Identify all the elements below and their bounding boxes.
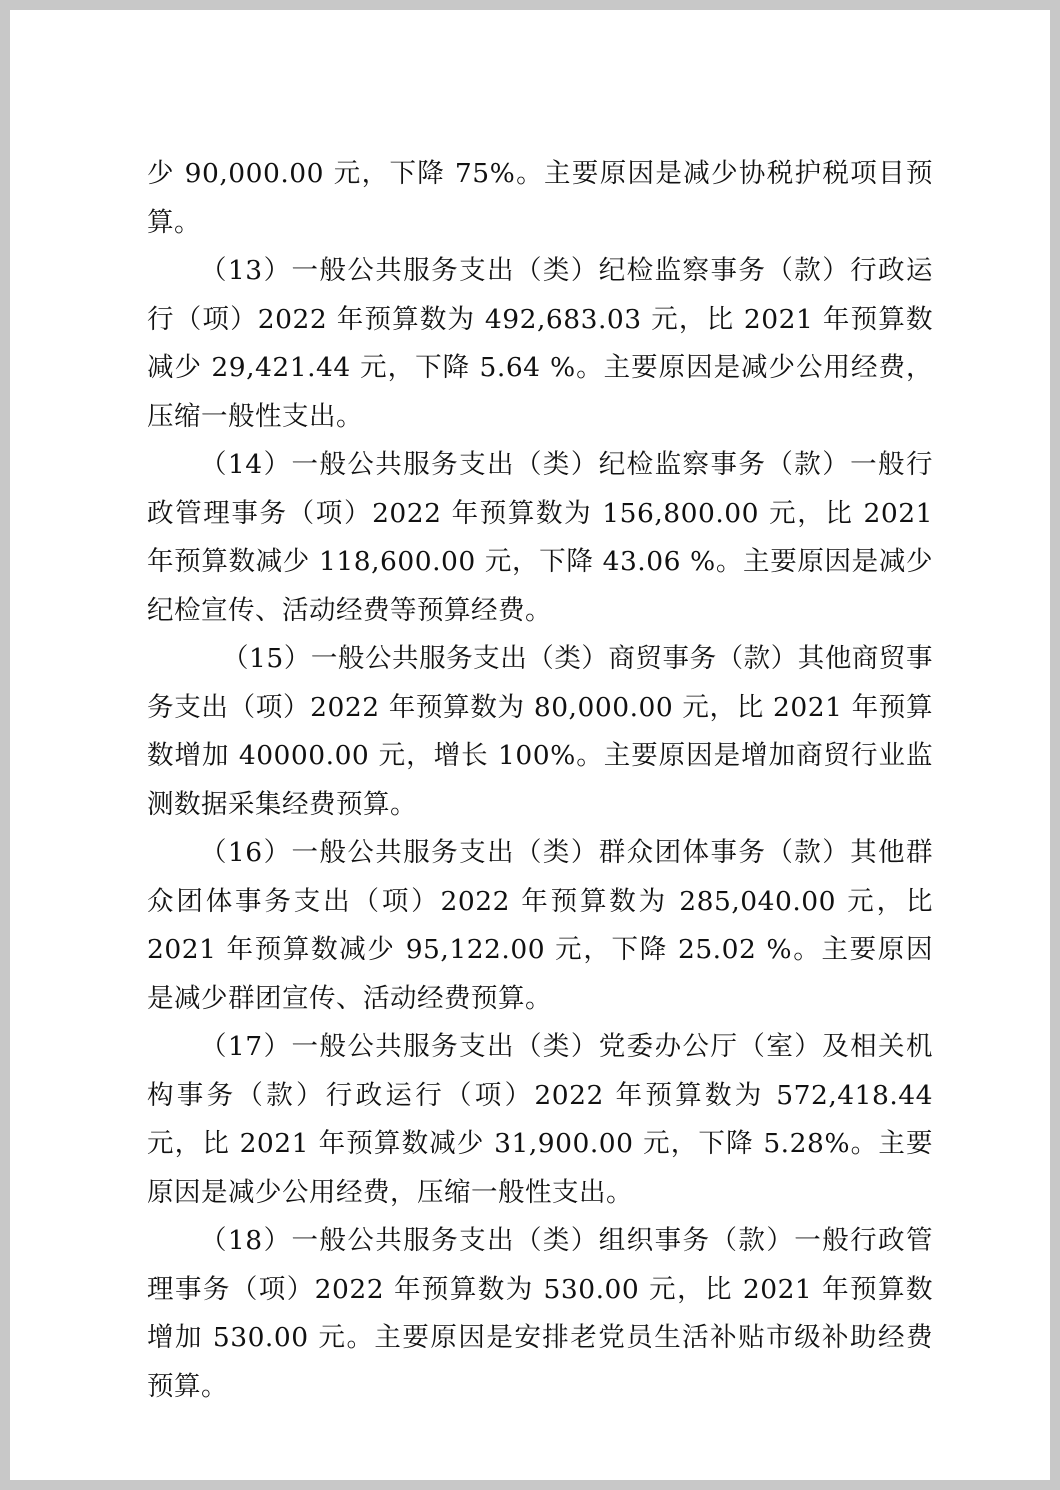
paragraph-16: （16）一般公共服务支出（类）群众团体事务（款）其他群众团体事务支出（项）2022 年预算数为 285,040.00 元，比 2021 年预算数减少 95,122.00 元，下降 25.02 %。主要原因是减少群团宣传、活动经费预算。 <box>147 837 933 1014</box>
paragraph-13: （13）一般公共服务支出（类）纪检监察事务（款）行政运行（项）2022 年预算数为 492,683.03 元，比 2021 年预算数减少 29,421.44 元，下降 5.64 %。主要原因是减少公用经费，压缩一般性支出。 <box>147 255 933 432</box>
paragraph-12-continuation: 少 90,000.00 元，下降 75%。主要原因是减少协税护税项目预算。 <box>147 158 933 238</box>
document-body <box>147 150 933 1411</box>
paragraph-15: （15）一般公共服务支出（类）商贸事务（款）其他商贸事务支出（项）2022 年预算数为 80,000.00 元，比 2021 年预算数增加 40000.00 元，增长 100%。主要原因是增加商贸行业监测数据采集经费预算。 <box>147 643 933 820</box>
paragraph-14: （14）一般公共服务支出（类）纪检监察事务（款）一般行政管理事务（项）2022 年预算数为 156,800.00 元，比 2021 年预算数减少 118,600.00 元，下降 43.06 %。主要原因是减少纪检宣传、活动经费等预算经费。 <box>147 449 933 626</box>
paragraph-18: （18）一般公共服务支出（类）组织事务（款）一般行政管理事务（项）2022 年预算数为 530.00 元，比 2021 年预算数增加 530.00 元。主要原因是安排老党员生活补贴市级补助经费预算。 <box>147 1225 933 1402</box>
paragraph-17: （17）一般公共服务支出（类）党委办公厅（室）及相关机构事务（款）行政运行（项）2022 年预算数为 572,418.44 元，比 2021 年预算数减少 31,900.00 元，下降 5.28%。主要原因是减少公用经费，压缩一般性支出。 <box>147 1031 933 1208</box>
document-page <box>10 10 1050 1480</box>
